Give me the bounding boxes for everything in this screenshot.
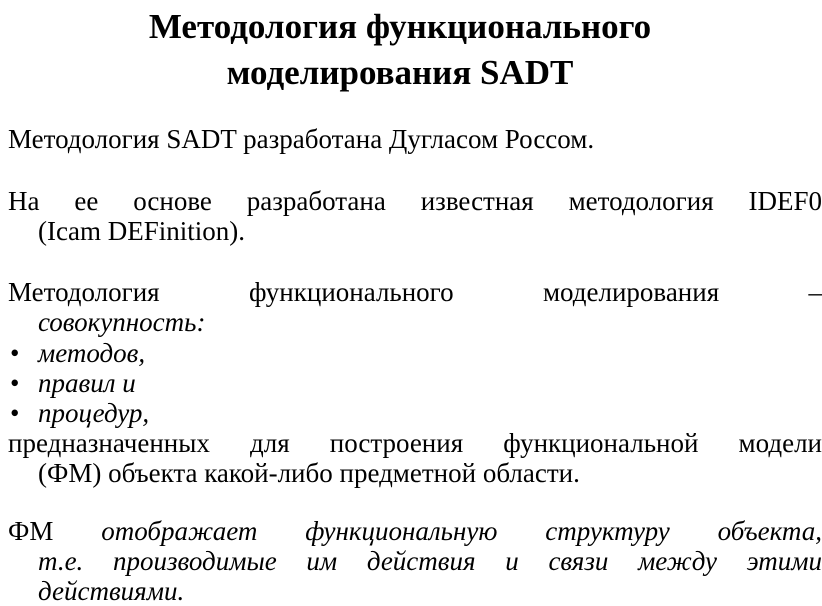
purpose-line-1: предназначенных для построения функциональной модели [8, 428, 822, 458]
fm-line-3: действиями. [38, 576, 822, 606]
title-line-2: моделирования SADT [0, 50, 800, 96]
list-item-text: процедур, [38, 398, 149, 428]
bullet-icon: • [10, 398, 19, 428]
paragraph-methodology-definition [8, 277, 822, 337]
fm-line-1-italic: отображает функциональную структуру объекта, [101, 516, 822, 546]
bullet-list [8, 338, 788, 428]
fm-line-2: т.е. производимые им действия и связи между этими [38, 546, 822, 576]
slide-title [0, 4, 800, 96]
paragraph-sadt-author: Методология SADT разработана Дугласом Россом. [8, 124, 792, 154]
list-item-text: методов, [38, 338, 145, 368]
definition-line-2: совокупность: [38, 307, 822, 337]
definition-line-1 [8, 277, 822, 307]
purpose-line-2: (ФМ) объекта какой-либо предметной области. [38, 458, 822, 488]
fm-abbr: ФМ [8, 516, 53, 546]
list-item [8, 368, 788, 398]
definition-word-3: моделирования [543, 277, 719, 307]
definition-word-1: Методология [8, 277, 160, 307]
paragraph-idef0 [8, 186, 822, 246]
paragraph-fm-structure [8, 516, 822, 606]
list-item [8, 398, 788, 428]
idef0-line-1: На ее основе разработана известная методология IDEF0 [8, 186, 822, 216]
title-line-1: Методология функционального [0, 4, 800, 50]
fm-line-1 [8, 516, 822, 546]
list-item-text: правил и [38, 368, 136, 398]
definition-dash: – [809, 277, 822, 307]
list-item [8, 338, 788, 368]
definition-word-2: функционального [249, 277, 454, 307]
bullet-icon: • [10, 368, 19, 398]
paragraph-purpose [8, 428, 822, 488]
bullet-icon: • [10, 338, 19, 368]
idef0-line-2: (Icam DEFinition). [38, 216, 822, 246]
